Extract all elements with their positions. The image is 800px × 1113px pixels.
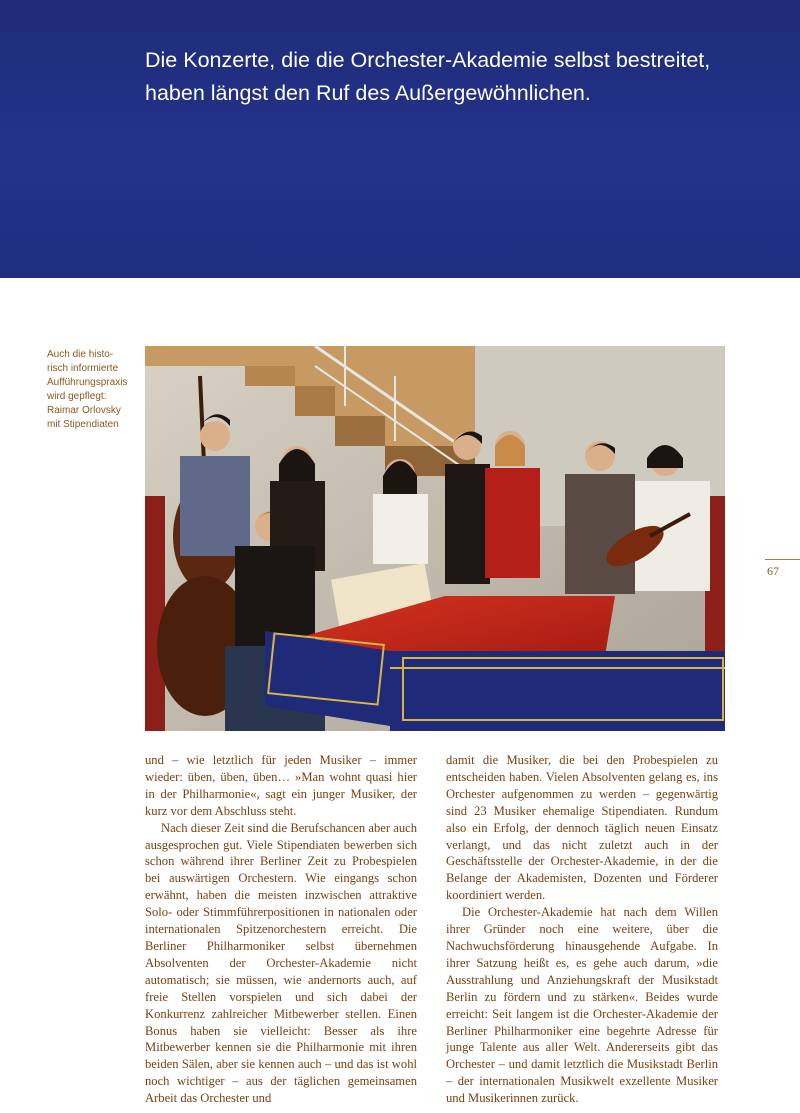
caption-line: Aufführungspraxis: [47, 377, 128, 388]
page-number: 67: [767, 564, 779, 578]
caption-line: Raimar Orlovsky: [47, 405, 121, 416]
caption-line: risch informierte: [47, 363, 119, 374]
article-paragraph: und – wie letztlich für jeden Musiker – immer wieder: üben, üben, üben… »Man wohnt quasi hier in der Philharmonie«, sagt ein junger Musiker, der kurz vor dem Abschluss steht.: [145, 753, 417, 818]
ensemble-photo: [145, 346, 725, 731]
caption-line: wird gepflegt:: [47, 391, 107, 402]
article-paragraph: Nach dieser Zeit sind die Berufschancen aber auch ausgesprochen gut. Viele Stipendiaten bewerben sich schon während ihrer Berliner Zeit zu Probespielen bei auswärtigen Orchestern. Wie eingangs schon erwähnt, haben die meisten inzwischen attraktive Solo- oder Stimmführerpositionen in nationalen oder internationalen Spitzenorchestern erreicht. Die Berliner Philharmoniker selbst übernehmen Absolventen der Orchester-Akademie nicht automatisch; sie müssen, wie andernorts auch, auf freie Stellen vorspielen und sich dabei der Konkurrenz zahlreicher Mitbewerber stellen. Einen Bonus haben sie vielleicht: Besser als ihre Mitbewerber kennen sie die Philharmonie mit ihren beiden Sälen, aber sie kennen auch – und das ist wohl noch wichtiger – aus der täglichen gemeinsamen Arbeit das Orchester und: [145, 820, 417, 1106]
page-number-rule: [765, 559, 800, 560]
caption-line: mit Stipendiaten: [47, 419, 119, 430]
ensemble-photo-illustration: [145, 346, 725, 731]
header-banner: [0, 0, 800, 278]
caption-line: Auch die histo-: [47, 349, 114, 360]
article-column-right: [446, 752, 718, 1107]
article-column-left: [145, 752, 417, 1107]
photo-caption: [47, 348, 142, 432]
headline: [145, 44, 785, 110]
article-paragraph: damit die Musiker, die bei den Probespielen zu entscheiden haben. Vielen Absolventen gelang es, ins Orchester aufgenommen zu werden – gegenwärtig sind 23 Musiker ehemalige Stipendiaten. Rundum also ein Erfolg, der dennoch täglich neuen Einsatz verlangt, und das nicht zuletzt auch in der Geschäftsstelle der Orchester-Akademie, in der die Belange der Akademisten, Dozenten und Förderer koordiniert werden.: [446, 753, 718, 903]
article-paragraph: Die Orchester-Akademie hat nach dem Willen ihrer Gründer noch eine weitere, über die Nachwuchsförderung hinausgehende Aufgabe. In ihrer Satzung heißt es, es gehe auch darum, »die Ausstrahlung und Anziehungskraft der Musikstadt Berlin zu fördern und zu stärken«. Beides wurde erreicht: Seit langem ist die Orchester-Akademie der Berliner Philharmoniker eine begehrte Adresse für junge Talente aus aller Welt. Andererseits gibt das Orchester – und damit letztlich die Musikstadt Berlin – der internationalen Musikwelt exzellente Musiker und Musikerinnen zurück.: [446, 905, 718, 1106]
headline-line-1: Die Konzerte, die die Orchester-Akademie selbst bestreitet,: [145, 48, 711, 72]
headline-line-2: haben längst den Ruf des Außergewöhnlichen.: [145, 81, 591, 105]
